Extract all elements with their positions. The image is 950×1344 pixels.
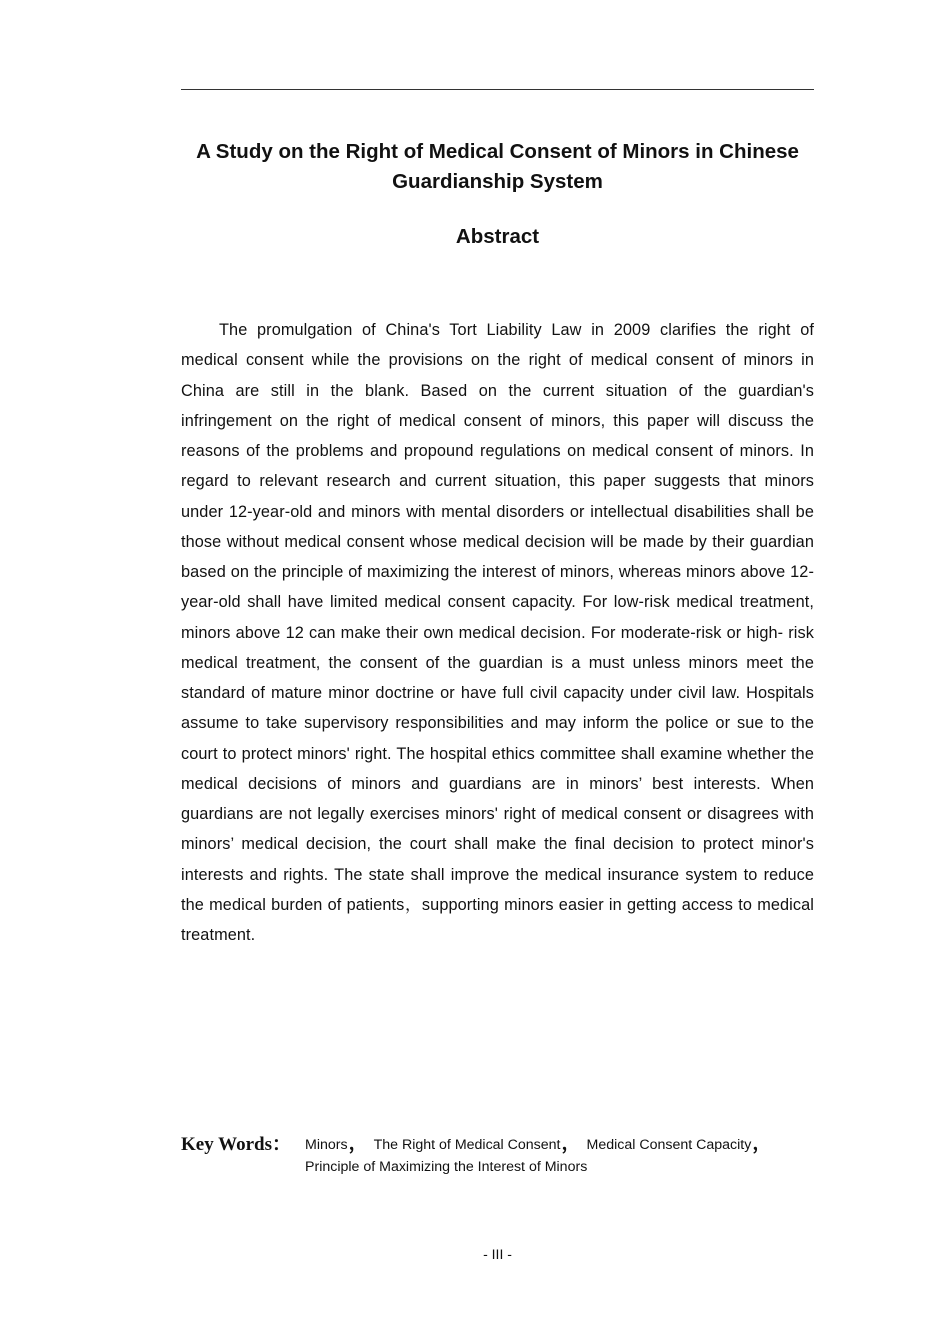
keywords-list: [305, 1132, 815, 1178]
paper-title: A Study on the Right of Medical Consent of Minors in Chinese Guardianship System: [196, 140, 799, 193]
keyword-item: Medical Consent Capacity: [586, 1137, 752, 1153]
header-rule: [181, 89, 814, 90]
keyword-separator: ，: [561, 1133, 581, 1154]
page-number: - III -: [483, 1246, 512, 1262]
keyword-item: Minors: [305, 1137, 348, 1153]
keyword-item: Principle of Maximizing the Interest of Minors: [305, 1159, 588, 1175]
keyword-separator: ，: [752, 1133, 772, 1154]
keyword-item: The Right of Medical Consent: [373, 1137, 561, 1153]
abstract-body: The promulgation of China's Tort Liability Law in 2009 clarifies the right of medical consent while the provisions on the right of medical consent of minors in China are still in the blank. Based on the current situation of the guardian's infringement on the right of medical consent of minors, this paper will discuss the reasons of the problems and propound regulations on medical consent of minors. In regard to relevant research and current situation, this paper suggests that minors under 12-year-old and minors with mental disorders or intellectual disabilities shall be those without medical consent whose medical decision will be made by their guardian based on the principle of maximizing the interest of minors, whereas minors above 12-year-old shall have limited medical consent capacity. For low-risk medical treatment, minors above 12 can make their own medical decision. For moderate-risk or high- risk medical treatment, the consent of the guardian is a must unless minors meet the standard of mature minor doctrine or have full civil capacity under civil law. Hospitals assume to take supervisory responsibilities and may inform the police or sue to the court to protect minors' right. The hospital ethics committee shall examine whether the medical decisions of minors and guardians are in minors’ best interests. When guardians are not legally exercises minors' right of medical consent or disagrees with minors’ medical decision, the court shall make the final decision to protect minor's interests and rights. The state shall improve the medical insurance system to reduce the medical burden of patients，supporting minors easier in getting access to medical treatment.: [181, 321, 814, 944]
keywords-label: Key Words：: [181, 1134, 291, 1155]
keyword-separator: ，: [348, 1133, 368, 1154]
abstract-heading: Abstract: [455, 225, 540, 248]
